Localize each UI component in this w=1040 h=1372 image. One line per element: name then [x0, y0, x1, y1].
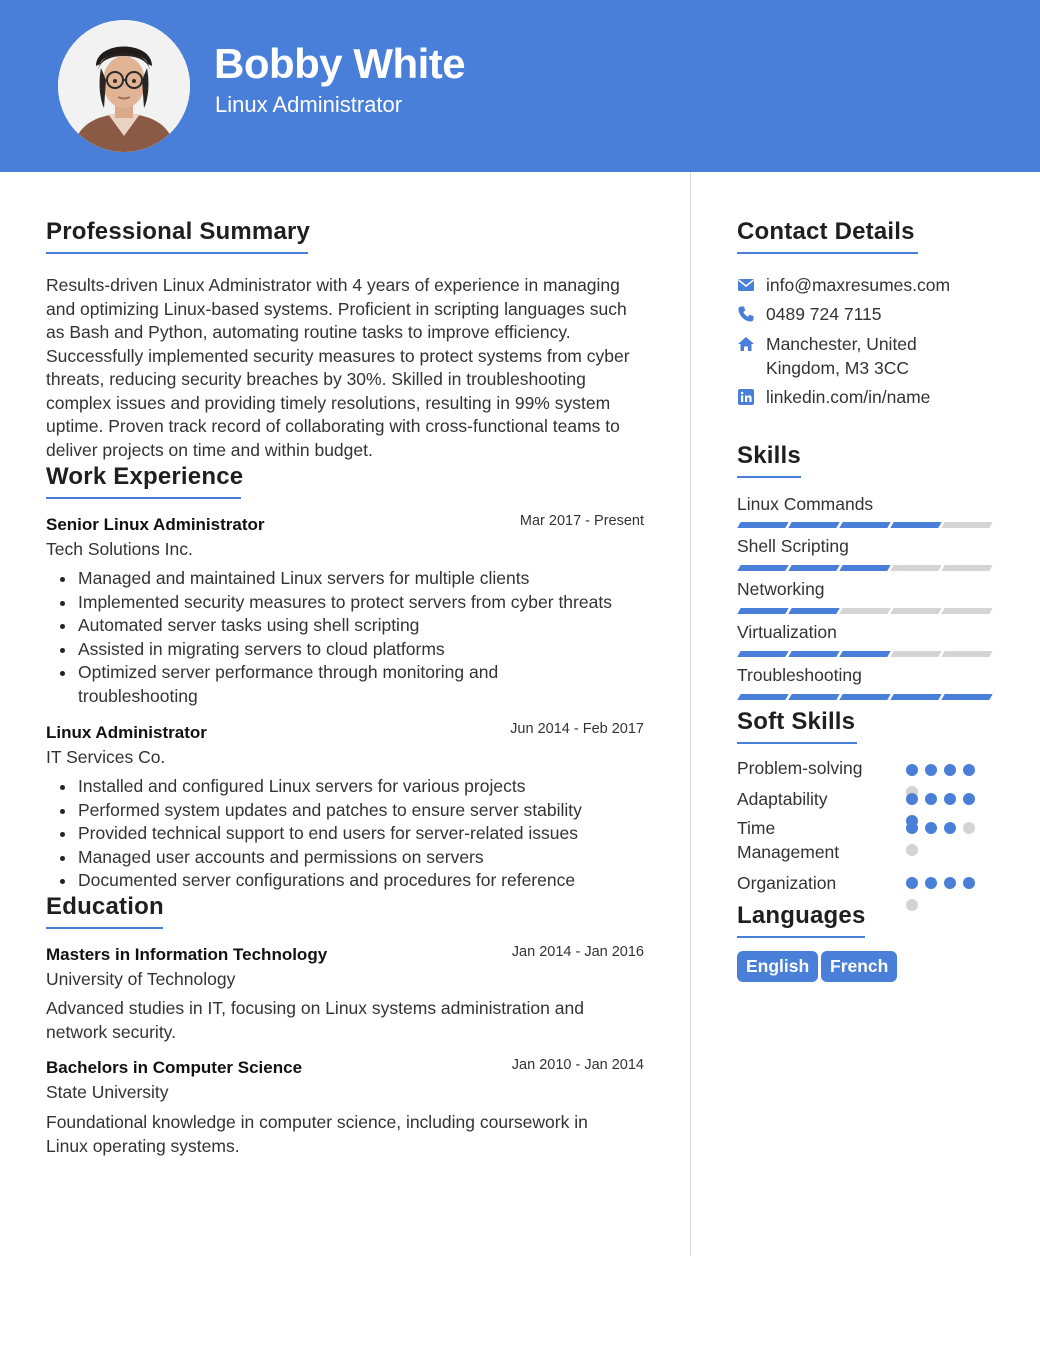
soft-skill-name: Time Management [737, 818, 840, 862]
contact-phone [737, 303, 882, 327]
skill-name: Shell Scripting [737, 536, 849, 556]
contact-address-text: Manchester, United Kingdom, M3 3CC [766, 334, 917, 378]
skill-level-bar [737, 608, 993, 614]
skill-name: Linux Commands [737, 494, 874, 514]
contact-phone-text: 0489 724 7115 [766, 304, 882, 324]
rating-dot-filled [944, 764, 956, 776]
section-title-languages: Languages [737, 902, 865, 938]
skill-segment-filled [788, 565, 839, 571]
rating-dot-filled [906, 793, 918, 805]
skill-segment-filled [737, 694, 788, 700]
skill-segment-empty [941, 522, 992, 528]
rating-dot-filled [944, 793, 956, 805]
skill-segment-empty [890, 565, 941, 571]
skill-segment-filled [788, 694, 839, 700]
rating-dot-empty [906, 899, 918, 911]
skill-segment-filled [788, 522, 839, 528]
job-bullet: Documented server configurations and procedures for reference [46, 869, 646, 893]
education-school: State University [46, 1082, 169, 1102]
column-divider [690, 172, 691, 1256]
job-company: Tech Solutions Inc. [46, 539, 193, 559]
contact-email [737, 274, 950, 298]
education-desc: Foundational knowledge in computer science, including coursework in Linux operating systems. [46, 1112, 588, 1156]
job-bullet: Implemented security measures to protect servers from cyber threats [46, 591, 646, 615]
job-bullets [46, 775, 646, 893]
job-bullet: Managed and maintained Linux servers for multiple clients [46, 567, 646, 591]
skill-level-bar [737, 651, 993, 657]
section-title-soft-skills: Soft Skills [737, 708, 857, 744]
rating-dot-filled [925, 764, 937, 776]
summary-text: Results-driven Linux Administrator with 4 years of experience in managing and optimizing Linux-based systems. Proficient in scripting languages such as Bash and Python, automating routine tasks to improve efficiency. Successfully implemented security measures to protect systems from cyber threats, reducing security breaches by 30%. Skilled in troubleshooting complex issues and providing timely resolutions, resulting in 99% system uptime. Proven track record of collaborating with cross-functional teams to deliver projects on time and within budget. [46, 275, 630, 460]
language-badge: French [821, 951, 897, 982]
job-bullets [46, 567, 646, 708]
home-icon [737, 335, 755, 353]
soft-skill-name: Problem-solving [737, 758, 863, 778]
rating-dot-filled [906, 822, 918, 834]
education-degree: Bachelors in Computer Science [46, 1058, 303, 1077]
skill-segment-filled [890, 522, 941, 528]
education-school: University of Technology [46, 969, 236, 989]
profile-photo [58, 20, 190, 152]
education-date: Jan 2014 - Jan 2016 [511, 944, 644, 960]
skill-segment-filled [890, 694, 941, 700]
profile-photo-illustration [58, 20, 190, 152]
skill-segment-filled [737, 608, 788, 614]
skill-level-bar [737, 694, 993, 700]
skill-name: Virtualization [737, 622, 837, 642]
soft-skill-name: Adaptability [737, 789, 828, 809]
skill-segment-empty [839, 608, 890, 614]
rating-dot-filled [906, 877, 918, 889]
skill-segment-empty [941, 608, 992, 614]
job-bullet: Optimized server performance through monitoring and troubleshooting [46, 661, 546, 708]
rating-dot-filled [925, 877, 937, 889]
education-degree: Masters in Information Technology [46, 945, 328, 964]
section-title-experience: Work Experience [46, 463, 241, 499]
skill-segment-filled [839, 522, 890, 528]
contact-email-text: info@maxresumes.com [766, 275, 951, 295]
resume-header [0, 0, 1040, 172]
skill-segment-empty [941, 565, 992, 571]
skill-segment-filled [941, 694, 992, 700]
soft-skill-name: Organization [737, 873, 837, 893]
job-bullet: Performed system updates and patches to ensure server stability [46, 799, 646, 823]
rating-dot-filled [925, 822, 937, 834]
skill-name: Troubleshooting [737, 665, 862, 685]
job-date: Mar 2017 - Present [519, 513, 644, 529]
job-title: Senior Linux Administrator [46, 515, 265, 534]
job-bullet: Provided technical support to end users for server-related issues [46, 822, 646, 846]
job-date: Jun 2014 - Feb 2017 [510, 721, 644, 737]
job-bullet: Assisted in migrating servers to cloud platforms [46, 638, 646, 662]
rating-dot-empty [963, 822, 975, 834]
skill-level-bar [737, 565, 993, 571]
rating-dot-filled [963, 793, 975, 805]
phone-icon [737, 305, 755, 323]
linkedin-icon [737, 388, 755, 406]
skill-segment-filled [737, 651, 788, 657]
rating-dot-filled [925, 793, 937, 805]
job-bullet: Managed user accounts and permissions on servers [46, 846, 646, 870]
rating-dot-empty [906, 844, 918, 856]
section-title-education: Education [46, 893, 163, 929]
section-title-skills: Skills [737, 442, 801, 478]
skill-segment-filled [737, 522, 788, 528]
skill-level-bar [737, 522, 993, 528]
skill-segment-filled [839, 694, 890, 700]
rating-dot-filled [944, 822, 956, 834]
skill-segment-filled [788, 651, 839, 657]
job-title: Linux Administrator [46, 723, 207, 742]
rating-dot-filled [906, 764, 918, 776]
education-date: Jan 2010 - Jan 2014 [511, 1057, 644, 1073]
language-badge: English [737, 951, 818, 982]
skill-segment-filled [839, 651, 890, 657]
rating-dot-filled [944, 877, 956, 889]
contact-linkedin-text[interactable]: linkedin.com/in/name [766, 387, 931, 407]
skill-segment-filled [788, 608, 839, 614]
skill-segment-empty [890, 608, 941, 614]
contact-linkedin[interactable] [737, 386, 930, 410]
skill-segment-filled [737, 565, 788, 571]
skill-segment-empty [890, 651, 941, 657]
job-bullet: Automated server tasks using shell scripting [46, 614, 646, 638]
contact-address [737, 333, 936, 380]
section-title-summary: Professional Summary [46, 218, 308, 254]
candidate-name: Bobby White [214, 40, 466, 87]
skill-segment-empty [941, 651, 992, 657]
education-desc: Advanced studies in IT, focusing on Linux systems administration and network security. [46, 998, 584, 1042]
skill-segment-filled [839, 565, 890, 571]
job-company: IT Services Co. [46, 747, 166, 767]
rating-dot-filled [963, 877, 975, 889]
envelope-icon [737, 276, 755, 294]
skill-name: Networking [737, 579, 825, 599]
rating-dot-filled [963, 764, 975, 776]
section-title-contact: Contact Details [737, 218, 918, 254]
job-bullet: Installed and configured Linux servers for various projects [46, 775, 646, 799]
candidate-role: Linux Administrator [215, 92, 403, 117]
